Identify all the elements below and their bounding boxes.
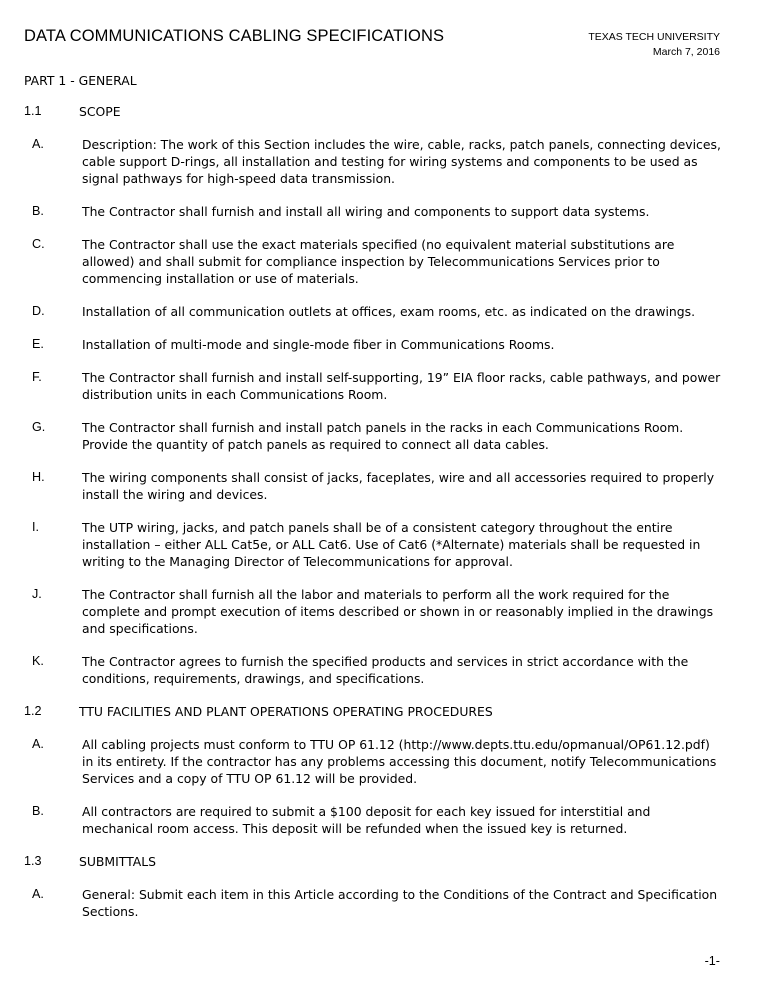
- item-text: The Contractor shall furnish and install self-supporting, 19” EIA floor racks, cable pathways, and power distribution units in each Communications Room.: [82, 370, 721, 402]
- part-heading: PART 1 - GENERAL: [24, 73, 137, 88]
- item-text: The Contractor agrees to furnish the specified products and services in strict accordance with the conditions, requirements, drawings, and specifications.: [82, 654, 689, 686]
- item-letter: J.: [32, 587, 42, 601]
- header-right: [588, 30, 720, 59]
- item-letter: H.: [32, 470, 45, 484]
- section-1-1: [24, 103, 724, 687]
- item-text: The Contractor shall furnish and install patch panels in the racks in each Communications Room. Provide the quantity of patch panels as required to connect all data cables.: [82, 420, 684, 452]
- item-text: Description: The work of this Section includes the wire, cable, racks, patch panels, connecting devices, cable support D-rings, all installation and testing for wiring systems and components to be used as signal pathways for high-speed data transmission.: [82, 137, 721, 186]
- item-letter: K.: [32, 654, 44, 668]
- item-letter: B.: [32, 804, 44, 818]
- list-item: [24, 336, 724, 353]
- item-letter: E.: [32, 337, 44, 351]
- list-item: [24, 586, 724, 637]
- list-item: [24, 369, 724, 403]
- section-number: 1.2: [24, 704, 42, 718]
- item-letter: I.: [32, 520, 39, 534]
- list-item: [24, 653, 724, 687]
- section-title: SCOPE: [79, 104, 121, 119]
- item-letter: B.: [32, 204, 44, 218]
- list-item: [24, 203, 724, 220]
- item-text: Installation of multi-mode and single-mode fiber in Communications Rooms.: [82, 337, 555, 352]
- list-item: [24, 469, 724, 503]
- section-heading: [24, 853, 724, 870]
- section-heading: [24, 703, 724, 720]
- item-text: The Contractor shall use the exact materials specified (no equivalent material substitutions are allowed) and shall submit for compliance inspection by Telecommunications Services prior to commencing installation or use of materials.: [82, 237, 675, 286]
- list-item: [24, 419, 724, 453]
- item-text: General: Submit each item in this Article according to the Conditions of the Contract and Specification Sections.: [82, 887, 718, 919]
- item-letter: A.: [32, 137, 44, 151]
- item-letter: D.: [32, 304, 45, 318]
- item-text: All contractors are required to submit a $100 deposit for each key issued for interstitial and mechanical room access. This deposit will be refunded when the issued key is returned.: [82, 804, 651, 836]
- list-item: [24, 736, 724, 787]
- page-number: -1-: [704, 954, 720, 968]
- document-title: DATA COMMUNICATIONS CABLING SPECIFICATIONS: [24, 27, 445, 45]
- institution-name: TEXAS TECH UNIVERSITY: [588, 31, 720, 43]
- section-heading: [24, 103, 724, 120]
- item-text: All cabling projects must conform to TTU OP 61.12 (http://www.depts.ttu.edu/opmanual/OP61.12.pdf) in its entirety. If the contractor has any problems accessing this document, notify Telecommunications Services and a copy of TTU OP 61.12 will be provided.: [82, 737, 717, 786]
- item-letter: G.: [32, 420, 46, 434]
- item-text: The Contractor shall furnish and install all wiring and components to support data systems.: [82, 204, 650, 219]
- item-text: Installation of all communication outlets at offices, exam rooms, etc. as indicated on the drawings.: [82, 304, 696, 319]
- item-text: The Contractor shall furnish all the labor and materials to perform all the work required for the complete and prompt execution of items described or shown in or reasonably implied in the drawings and specifications.: [82, 587, 714, 636]
- document-date: March 7, 2016: [652, 45, 720, 58]
- list-item: [24, 886, 724, 920]
- section-title: TTU FACILITIES AND PLANT OPERATIONS OPERATING PROCEDURES: [79, 704, 493, 719]
- section-1-3: [24, 853, 724, 920]
- item-text: The wiring components shall consist of jacks, faceplates, wire and all accessories required to properly install the wiring and devices.: [82, 470, 715, 502]
- item-text: The UTP wiring, jacks, and patch panels shall be of a consistent category throughout the entire installation – either ALL Cat5e, or ALL Cat6. Use of Cat6 (*Alternate) materials shall be requested in writing to the Managing Director of Telecommunications for approval.: [82, 520, 701, 569]
- section-number: 1.3: [24, 854, 42, 868]
- section-title: SUBMITTALS: [79, 854, 156, 869]
- item-letter: C.: [32, 237, 45, 251]
- sections-container: [24, 103, 724, 920]
- list-item: [24, 303, 724, 320]
- list-item: [24, 136, 724, 187]
- list-item: [24, 803, 724, 837]
- section-number: 1.1: [24, 104, 42, 118]
- document-body: [24, 72, 724, 936]
- list-item: [24, 519, 724, 570]
- list-item: [24, 236, 724, 287]
- item-letter: A.: [32, 737, 44, 751]
- section-1-2: [24, 703, 724, 837]
- item-letter: A.: [32, 887, 44, 901]
- item-letter: F.: [32, 370, 42, 384]
